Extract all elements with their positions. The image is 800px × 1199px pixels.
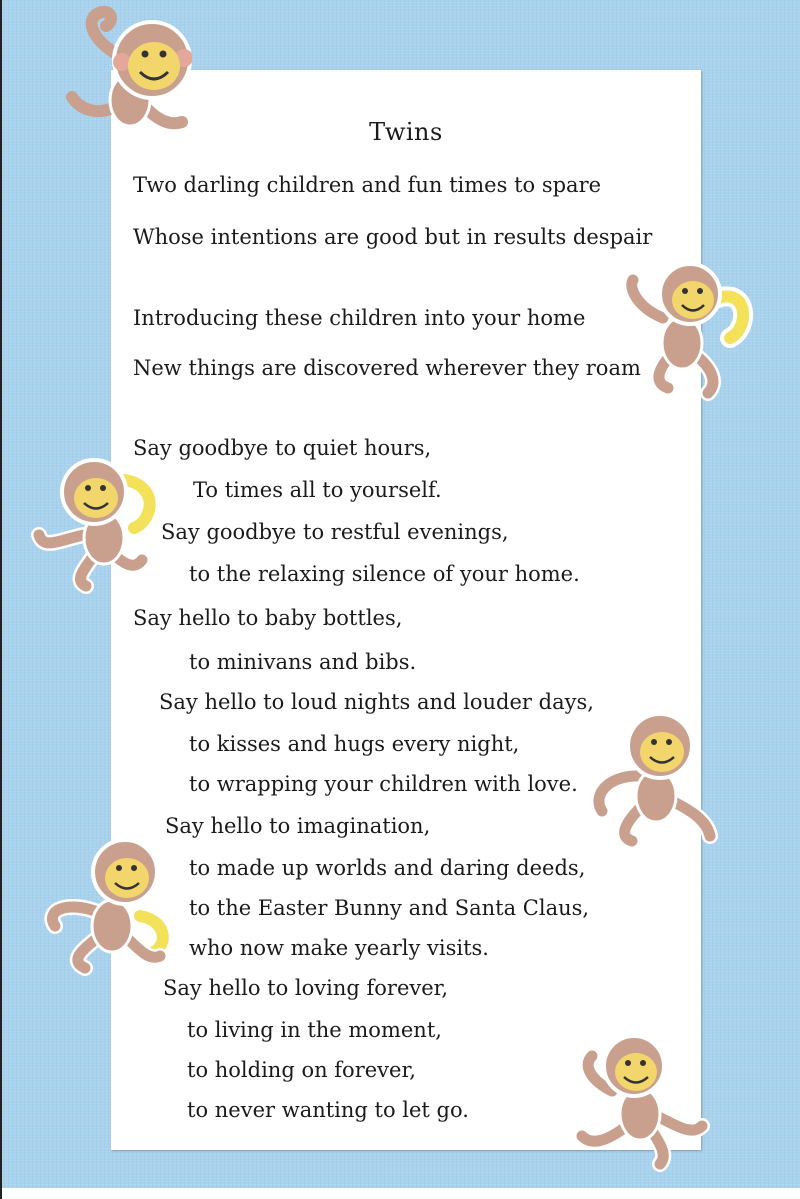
poem-line: Say goodbye to restful evenings, bbox=[161, 520, 509, 544]
poem-line: to wrapping your children with love. bbox=[189, 772, 578, 796]
poem-line: to minivans and bibs. bbox=[189, 650, 417, 674]
monkey-sticker-icon bbox=[618, 258, 758, 408]
poem-line: Two darling children and fun times to spare bbox=[133, 173, 602, 197]
poem-title: Twins bbox=[369, 118, 443, 146]
poem-line: Say hello to baby bottles, bbox=[133, 606, 403, 630]
monkey-sticker-icon bbox=[40, 836, 180, 986]
poem-line: who now make yearly visits. bbox=[189, 936, 489, 960]
poem-card bbox=[111, 70, 701, 1150]
poem-line: to made up worlds and daring deeds, bbox=[189, 856, 586, 880]
scan-edge bbox=[0, 0, 2, 1199]
poem-line: to never wanting to let go. bbox=[187, 1098, 469, 1122]
poem-line: Say hello to loving forever, bbox=[163, 976, 449, 1000]
monkey-sticker-icon bbox=[52, 2, 192, 152]
monkey-sticker-icon bbox=[24, 450, 164, 600]
poem-line: Say hello to imagination, bbox=[165, 814, 431, 838]
monkey-sticker-icon bbox=[582, 706, 722, 856]
poem-line: Say hello to loud nights and louder days, bbox=[159, 690, 594, 714]
poem-line: to holding on forever, bbox=[187, 1058, 416, 1082]
poem-line: Say goodbye to quiet hours, bbox=[133, 436, 432, 460]
poem-line: to living in the moment, bbox=[187, 1018, 442, 1042]
poem-line: To times all to yourself. bbox=[193, 478, 442, 502]
poem-line: to the Easter Bunny and Santa Claus, bbox=[189, 896, 590, 920]
poem-line: Introducing these children into your home bbox=[133, 306, 586, 330]
poem-line: to the relaxing silence of your home. bbox=[189, 562, 580, 586]
poem-line: New things are discovered wherever they roam bbox=[133, 356, 641, 380]
poem-line: to kisses and hugs every night, bbox=[189, 732, 520, 756]
poem-line: Whose intentions are good but in results despair bbox=[133, 225, 653, 249]
monkey-sticker-icon bbox=[572, 1026, 712, 1176]
